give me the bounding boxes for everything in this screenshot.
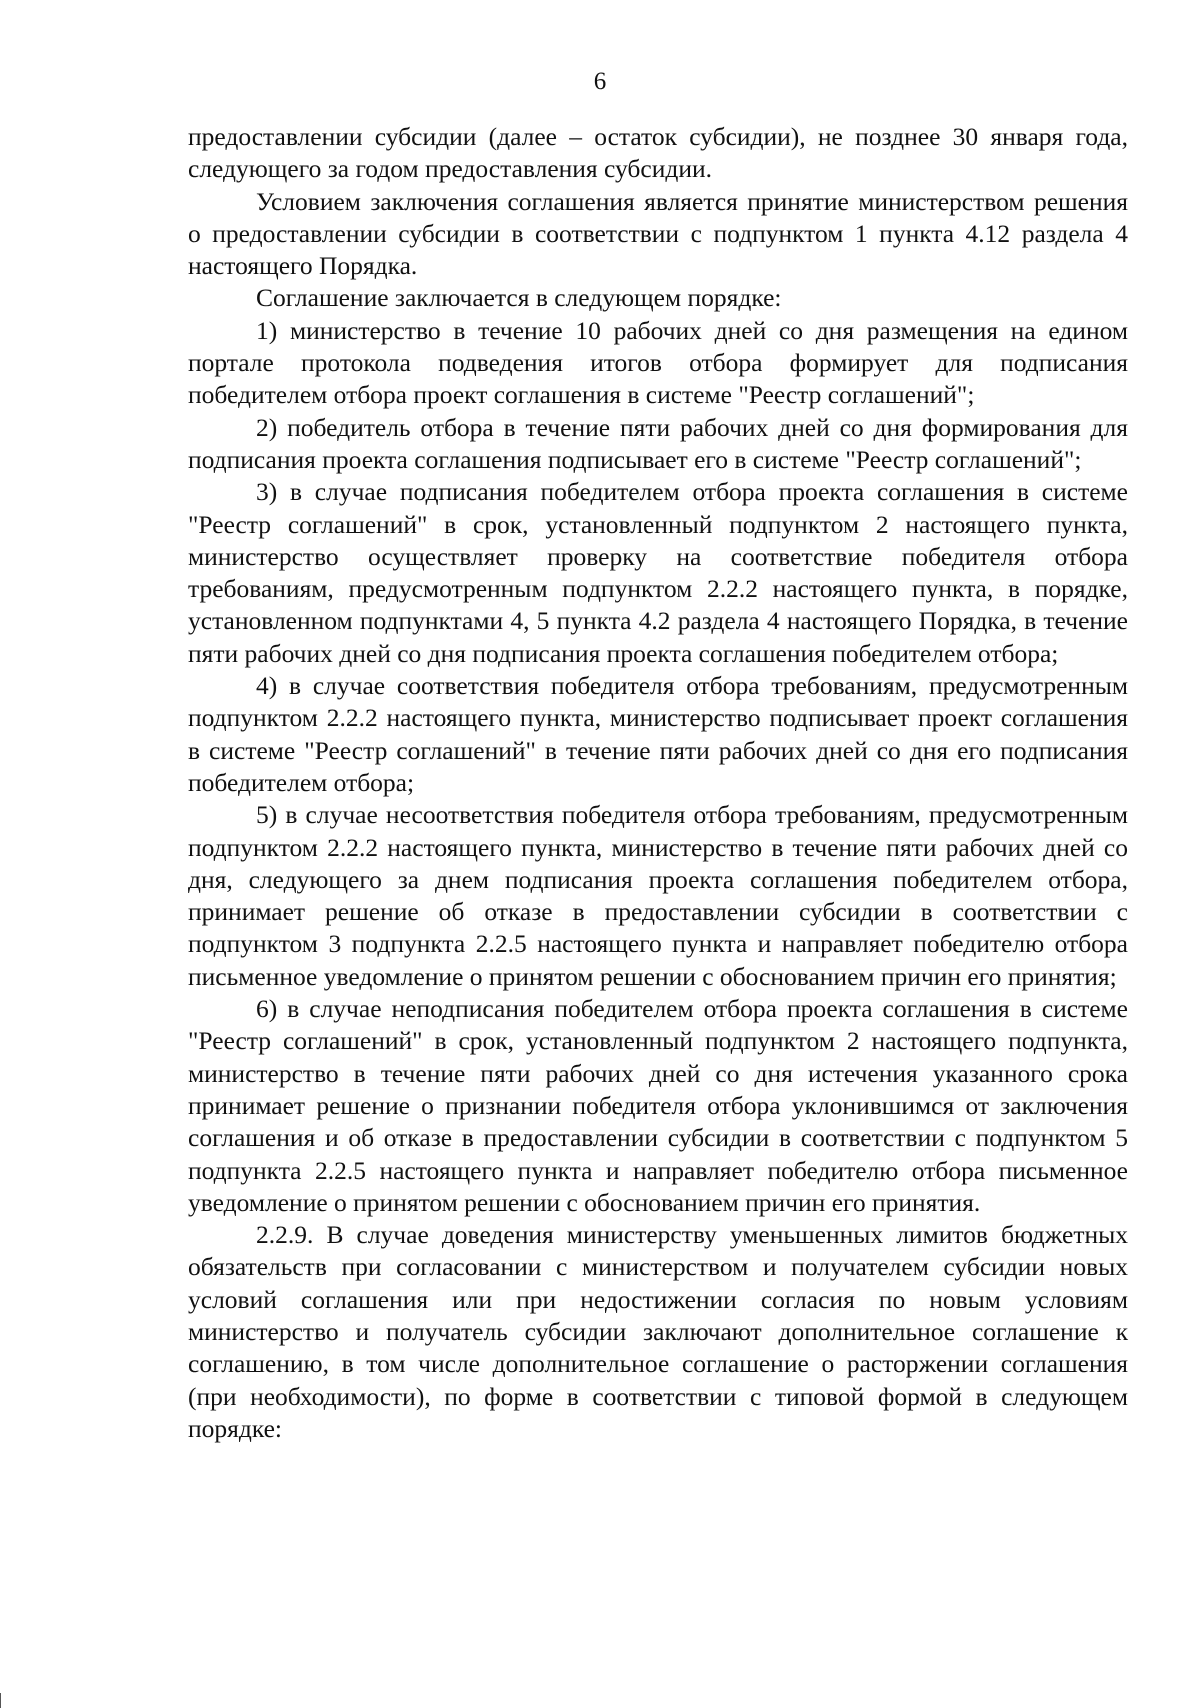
paragraph-2-2-9: 2.2.9. В случае доведения министерству уменьшенных лимитов бюджетных обязательств при согласовании с министерством и получателем субсидии новых условий соглашения или при недостижении согласия по новым условиям министерство и получатель субсидии заключают дополнительное соглашение к соглашению, в том числе дополнительное соглашение о расторжении соглашения (при необходимости), по форме в соответствии с типовой формой в следующем порядке:: [188, 1220, 1128, 1443]
paragraph-agreement-condition: Условием заключения соглашения является принятие министерством решения о предоставлении субсидии в соответствии с подпунктом 1 пункта 4.12 раздела 4 настоящего Порядка.: [188, 186, 1128, 281]
list-item-1: 1) министерство в течение 10 рабочих дней со дня размещения на едином портале протокола подведения итогов отбора формирует для подписания победителем отбора проект соглашения в системе "Реестр соглашений";: [188, 315, 1128, 410]
paragraph-continuation: предоставлении субсидии (далее – остаток субсидии), не позднее 30 января года, следующего за годом предоставления субсидии.: [188, 122, 1128, 184]
list-item-2: 2) победитель отбора в течение пяти рабочих дней со дня формирования для подписания проекта соглашения подписывает его в системе "Реестр соглашений";: [188, 412, 1128, 474]
paragraph-agreement-procedure-intro: Соглашение заключается в следующем порядке:: [256, 283, 782, 313]
document-body: [188, 121, 1128, 1445]
list-item-6: 6) в случае неподписания победителем отбора проекта соглашения в системе "Реестр соглашений" в срок, установленный подпунктом 2 настоящего подпункта, министерство в течение пяти рабочих дней со дня истечения указанного срока принимает решение о признании победителя отбора уклонившимся от заключения соглашения и об отказе в предоставлении субсидии в соответствии с подпунктом 5 подпункта 2.2.5 настоящего пункта и направляет победителю отбора письменное уведомление о принятом решении с обоснованием причин его принятия.: [188, 994, 1128, 1217]
page-number: 6: [593, 68, 607, 95]
list-item-5: 5) в случае несоответствия победителя отбора требованиям, предусмотренным подпунктом 2.2.2 настоящего пункта, министерство в течение пяти рабочих дней со дня, следующего за днем подписания проекта соглашения победителем отбора, принимает решение об отказе в предоставлении субсидии в соответствии с подпунктом 3 подпункта 2.2.5 настоящего пункта и направляет победителю отбора письменное уведомление о принятом решении с обоснованием причин его принятия;: [188, 800, 1128, 991]
scan-edge-mark: [0, 1693, 1, 1708]
list-item-4: 4) в случае соответствия победителя отбора требованиям, предусмотренным подпунктом 2.2.2 настоящего пункта, министерство подписывает проект соглашения в системе "Реестр соглашений" в течение пяти рабочих дней со дня его подписания победителем отбора;: [188, 671, 1128, 797]
list-item-3: 3) в случае подписания победителем отбора проекта соглашения в системе "Реестр соглашений" в срок, установленный подпунктом 2 настоящего пункта, министерство осуществляет проверку на соответствие победителя отбора требованиям, предусмотренным подпунктом 2.2.2 настоящего пункта, в порядке, установленном подпунктами 4, 5 пункта 4.2 раздела 4 настоящего Порядка, в течение пяти рабочих дней со дня подписания проекта соглашения победителем отбора;: [188, 477, 1128, 668]
